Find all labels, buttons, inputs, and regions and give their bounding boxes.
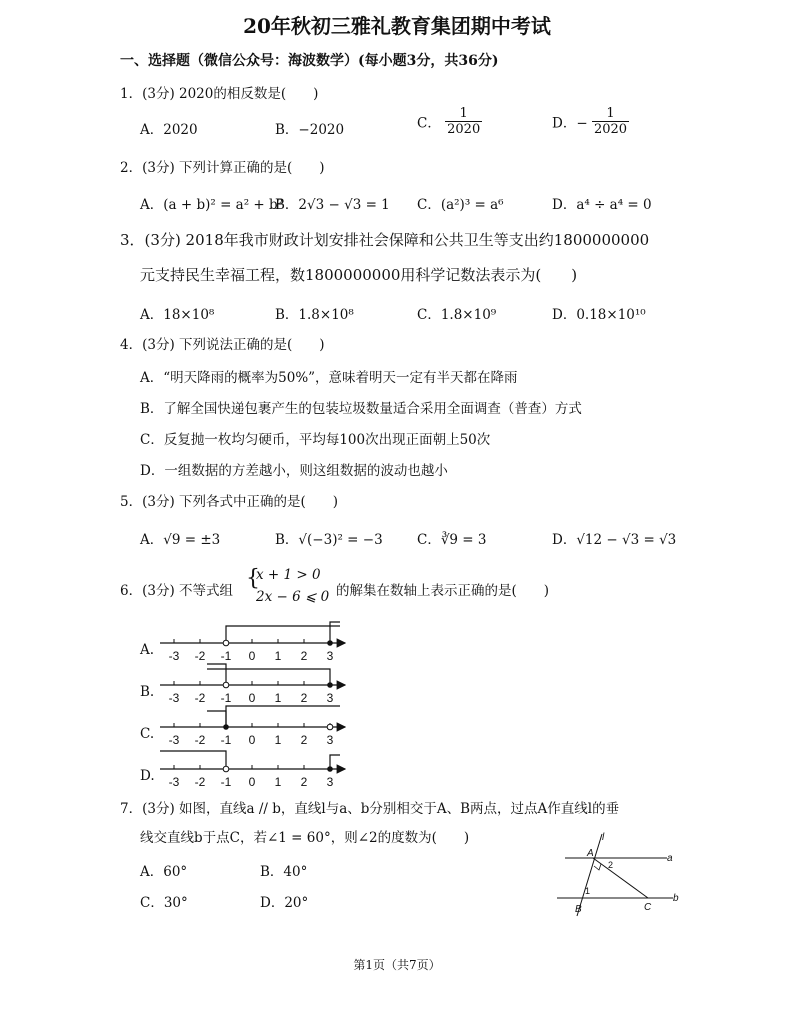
number-line-b [160,664,345,688]
tick-label: -2 [194,775,206,788]
tick-label: 2 [300,691,308,705]
tick-label: -3 [168,649,180,663]
tick-label: 2 [300,733,308,747]
q7-option-a: A．60° [140,864,188,880]
tick-label: -1 [220,649,232,663]
label-point-a: A [587,848,594,859]
q2-stem: 2．(3分) 下列计算正确的是( ) [120,160,325,176]
q7-option-c: C．30° [140,895,188,911]
q5-option-b: B．√(−3)² = −3 [275,532,383,548]
q4-option-b: B．了解全国快递包裹产生的包装垃圾数量适合采用全面调查（普查）方式 [140,401,582,417]
q6-inequality-2: 2x − 6 ⩽ 0 [256,589,330,605]
q1-option-a: A．2020 [140,122,198,138]
q7-stem-line1: 7．(3分) 如图，直线a // b，直线l与a、b分别相交于A、B两点，过点A作直线l的垂 [120,801,620,817]
tick-label: 2 [300,649,308,663]
page-footer: 第1页（共7页） [353,958,441,972]
label-angle-1: 1 [585,886,591,896]
tick-label: 2 [300,775,308,788]
tick-label: 1 [274,691,282,705]
q6-number-lines [155,618,355,788]
label-point-c: C [644,902,652,913]
tick-label: 1 [274,775,282,788]
tick-label: -2 [194,649,206,663]
q5-stem: 5．(3分) 下列各式中正确的是( ) [120,494,339,510]
number-line-d [160,751,345,772]
q6-stem-suffix: 的解集在数轴上表示正确的是( ) [336,583,550,599]
number-line-a [160,622,345,646]
q3-option-c: C．1.8×10⁹ [417,307,497,323]
q6-option-d-label: D. [140,768,155,784]
tick-label: 1 [274,733,282,747]
q3-option-a: A．18×10⁸ [140,307,215,323]
label-angle-2: 2 [608,860,614,870]
q4-option-d: D．一组数据的方差越小，则这组数据的波动也越小 [140,463,448,479]
tick-label: 0 [248,691,256,705]
tick-label: -3 [168,775,180,788]
q6-inequality-1: x + 1 > 0 [256,567,321,583]
q2-option-b: B．2√3 − √3 = 1 [275,197,390,213]
number-line-c [160,706,345,730]
q3-option-b: B．1.8×10⁸ [275,307,354,323]
q7-geometry-figure [555,828,690,920]
tick-label: 3 [326,649,334,663]
q2-option-d: D．a⁴ ÷ a⁴ = 0 [552,197,652,213]
q6-option-c-label: C. [140,726,155,742]
q1-option-c: C． $\frac{1}{2020}$ [417,106,481,137]
q3-option-d: D．0.18×10¹⁰ [552,307,646,323]
q1-stem: 1．(3分) 2020的相反数是( ) [120,86,319,102]
tick-label: -3 [168,733,180,747]
tick-label: -1 [220,775,232,788]
q7-option-d: D．20° [260,895,309,911]
section-heading: 一、选择题（微信公众号：海波数学）(每小题3分，共36分) [120,53,499,69]
q1-option-d: D．− $\frac{1}{2020}$ [552,106,628,137]
label-line-a: a [667,853,673,864]
label-line-b: b [673,893,679,904]
tick-label: 3 [326,775,334,788]
tick-label: 1 [274,649,282,663]
tick-label: -1 [220,691,232,705]
q4-option-c: C．反复抛一枚均匀硬币，平均每100次出现正面朝上50次 [140,432,491,448]
brace-icon: { [246,566,260,591]
tick-label: 0 [248,649,256,663]
q3-stem-line1: 3．(3分) 2018年我市财政计划安排社会保障和公共卫生等支出约1800000000 [120,231,650,249]
tick-label: 3 [326,691,334,705]
q6-option-a-label: A. [140,642,155,658]
q4-stem: 4．(3分) 下列说法正确的是( ) [120,337,325,353]
q7-option-b: B．40° [260,864,308,880]
tick-label: -1 [220,733,232,747]
tick-label: 0 [248,733,256,747]
tick-label: -2 [194,691,206,705]
label-point-b: B [575,904,582,915]
tick-label: 3 [326,733,334,747]
page-title: 20年秋初三雅礼教育集团期中考试 [243,14,551,38]
q6-stem-prefix: 6．(3分) 不等式组 [120,583,234,599]
tick-label: -2 [194,733,206,747]
q3-stem-line2: 元支持民生幸福工程，数1800000000用科学记数法表示为( ) [140,266,578,284]
q7-stem-line2: 线交直线b于点C，若∠1 = 60°，则∠2的度数为( ) [140,830,470,846]
q5-option-d: D．√12 − √3 = √3 [552,532,677,548]
q2-option-a: A．(a + b)² = a² + b² [140,197,284,213]
q2-option-c: C．(a²)³ = a⁶ [417,197,504,213]
tick-label: -3 [168,691,180,705]
tick-label: 0 [248,775,256,788]
label-l: l [602,832,605,843]
q5-option-c: C．∛9 = 3 [417,532,487,548]
q4-option-a: A．“明天降雨的概率为50%”，意味着明天一定有半天都在降雨 [140,370,518,386]
q1-option-b: B．−2020 [275,122,345,138]
q6-option-b-label: B. [140,684,155,700]
q5-option-a: A．√9 = ±3 [140,532,221,548]
